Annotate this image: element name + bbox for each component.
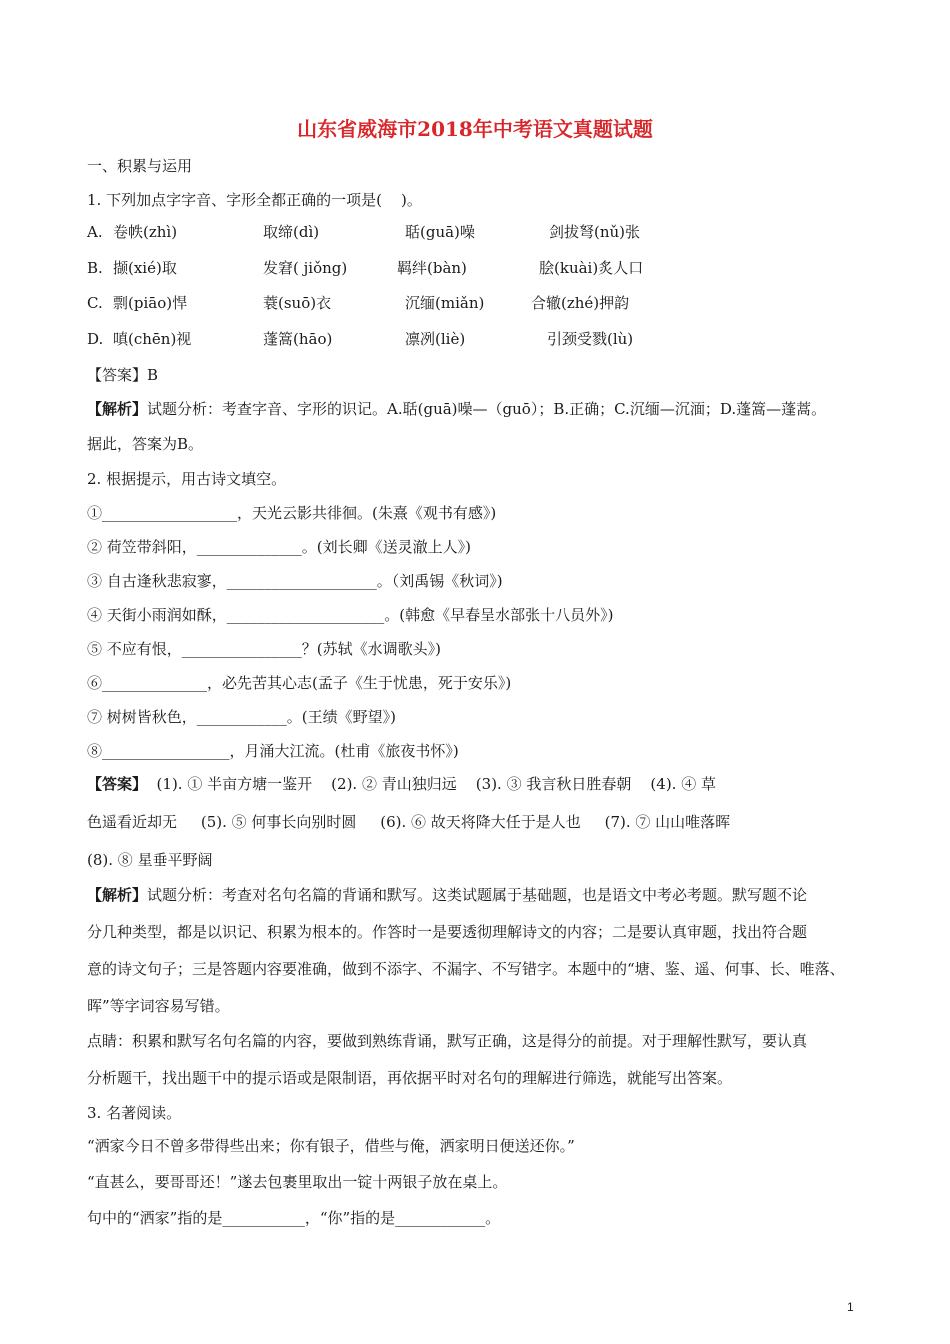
option-item: 凛冽(liè) [405,330,466,348]
section-heading: 一、积累与运用 [87,157,193,175]
q2-item: ⑧_________________，月涌大江流。(杜甫《旅夜书怀》) [87,742,459,760]
option-item: 发窘( jiǒng) [263,259,348,277]
option-item: 脍(kuài)炙人口 [539,259,644,277]
option-item: 合辙(zhé)押韵 [531,294,630,312]
q2-analysis [87,885,807,905]
analysis-tag: 【解析】 [87,400,148,418]
q2-item: ①__________________，天光云影共徘徊。(朱熹《观书有感》) [87,504,497,522]
option-item: 羁绊(bàn) [397,259,467,277]
analysis-text: 试题分析：考查字音、字形的识记。A.聒(guā)噪—（guō）；B.正确；C.沉缅—沉湎；D.蓬篙—蓬蒿。 [147,400,827,418]
q2-answer-cont: (8). ⑧ 星垂平野阔 [87,851,213,869]
option-item: 撷(xié)取 [113,259,177,277]
option-item: 卷帙(zhì) [113,223,178,241]
q2-stem: 2. 根据提示，用古诗文填空。 [87,470,287,488]
option-item: 嗔(chēn)视 [113,330,192,348]
q2-answer-cont: 色遥看近却无 (5). ⑤ 何事长向别时圆 (6). ⑥ 故天将降大任于是人也 (7). ⑦ 山山唯落晖 [87,813,731,831]
q2-item: ⑤ 不应有恨，________________？(苏轼《水调歌头》) [87,640,441,658]
q2-item: ⑥______________，必先苦其心志(孟子《生于忧患，死于安乐》) [87,674,512,692]
q3-stem: 3. 名著阅读。 [87,1104,182,1122]
option-item: 蓑(suō)衣 [263,294,332,312]
option-item: 蓬篙(hāo) [263,330,333,348]
option-item: 剽(piāo)悍 [113,294,188,312]
q2-analysis-cont: 分几种类型，都是以识记、积累为根本的。作答时一是要透彻理解诗文的内容；二是要认真审题，找出符合题 [87,923,808,941]
q2-item: ⑦ 树树皆秋色，____________。(王绩《野望》) [87,708,396,726]
q2-analysis-cont: 意的诗文句子；三是答题内容要准确，做到不添字、不漏字、不写错字。本题中的“塘、鉴、遥、何事、长、唯落、 [87,960,845,978]
option-label: C. [87,294,103,312]
q1-analysis-cont: 据此，答案为B。 [87,435,204,453]
q2-tip: 点睛：积累和默写名句名篇的内容，要做到熟练背诵，默写正确，这是得分的前提。对于理解性默写，要认真 [87,1032,808,1050]
analysis-tag: 【解析】 [87,886,148,904]
q2-tip-cont: 分析题干，找出题干中的提示语或是限制语，再依据平时对名句的理解进行筛选，就能写出答案。 [87,1069,733,1087]
option-item: 取缔(dì) [263,223,320,241]
q2-answer [87,774,716,794]
option-item: 沉缅(miǎn) [405,294,485,312]
q3-question: 句中的“洒家”指的是___________，“你”指的是____________。 [87,1209,501,1227]
q2-item: ④ 天街小雨润如酥，_____________________。(韩愈《早春呈水部张十八员外》) [87,606,614,624]
page-title: 山东省威海市2018年中考语文真题试题 [297,117,653,141]
option-label: B. [87,259,103,277]
answer-text: (1). ① 半亩方塘一鉴开 (2). ② 青山独归远 (3). ③ 我言秋日胜春朝 (4). ④ 草 [147,775,716,793]
q3-quote: “洒家今日不曾多带得些出来；你有银子，借些与俺，洒家明日便送还你。” [87,1137,575,1155]
q1-stem: 1. 下列加点字字音、字形全都正确的一项是( )。 [87,191,422,209]
option-item: 聒(guā)噪 [405,223,475,241]
option-label: A. [87,223,103,241]
option-label: D. [87,330,104,348]
q2-analysis-cont: 晖”等字词容易写错。 [87,997,230,1015]
page-number: 1 [847,1300,854,1314]
answer-tag: 【答案】 [87,775,148,793]
option-item: 剑拔弩(nǔ)张 [549,223,641,241]
analysis-text: 试题分析：考查对名句名篇的背诵和默写。这类试题属于基础题，也是语文中考必考题。默写题不论 [147,886,808,904]
q2-item: ③ 自古逢秋悲寂寥，____________________。（刘禹锡《秋词》) [87,572,503,590]
q3-quote: “直甚么，要哥哥还！”遂去包裹里取出一锭十两银子放在桌上。 [87,1173,508,1191]
q2-item: ② 荷笠带斜阳，______________。(刘长卿《送灵澈上人》) [87,538,471,556]
q1-analysis [87,399,826,419]
option-item: 引颈受戮(lù) [547,330,634,348]
q1-answer: 【答案】B [87,366,159,384]
